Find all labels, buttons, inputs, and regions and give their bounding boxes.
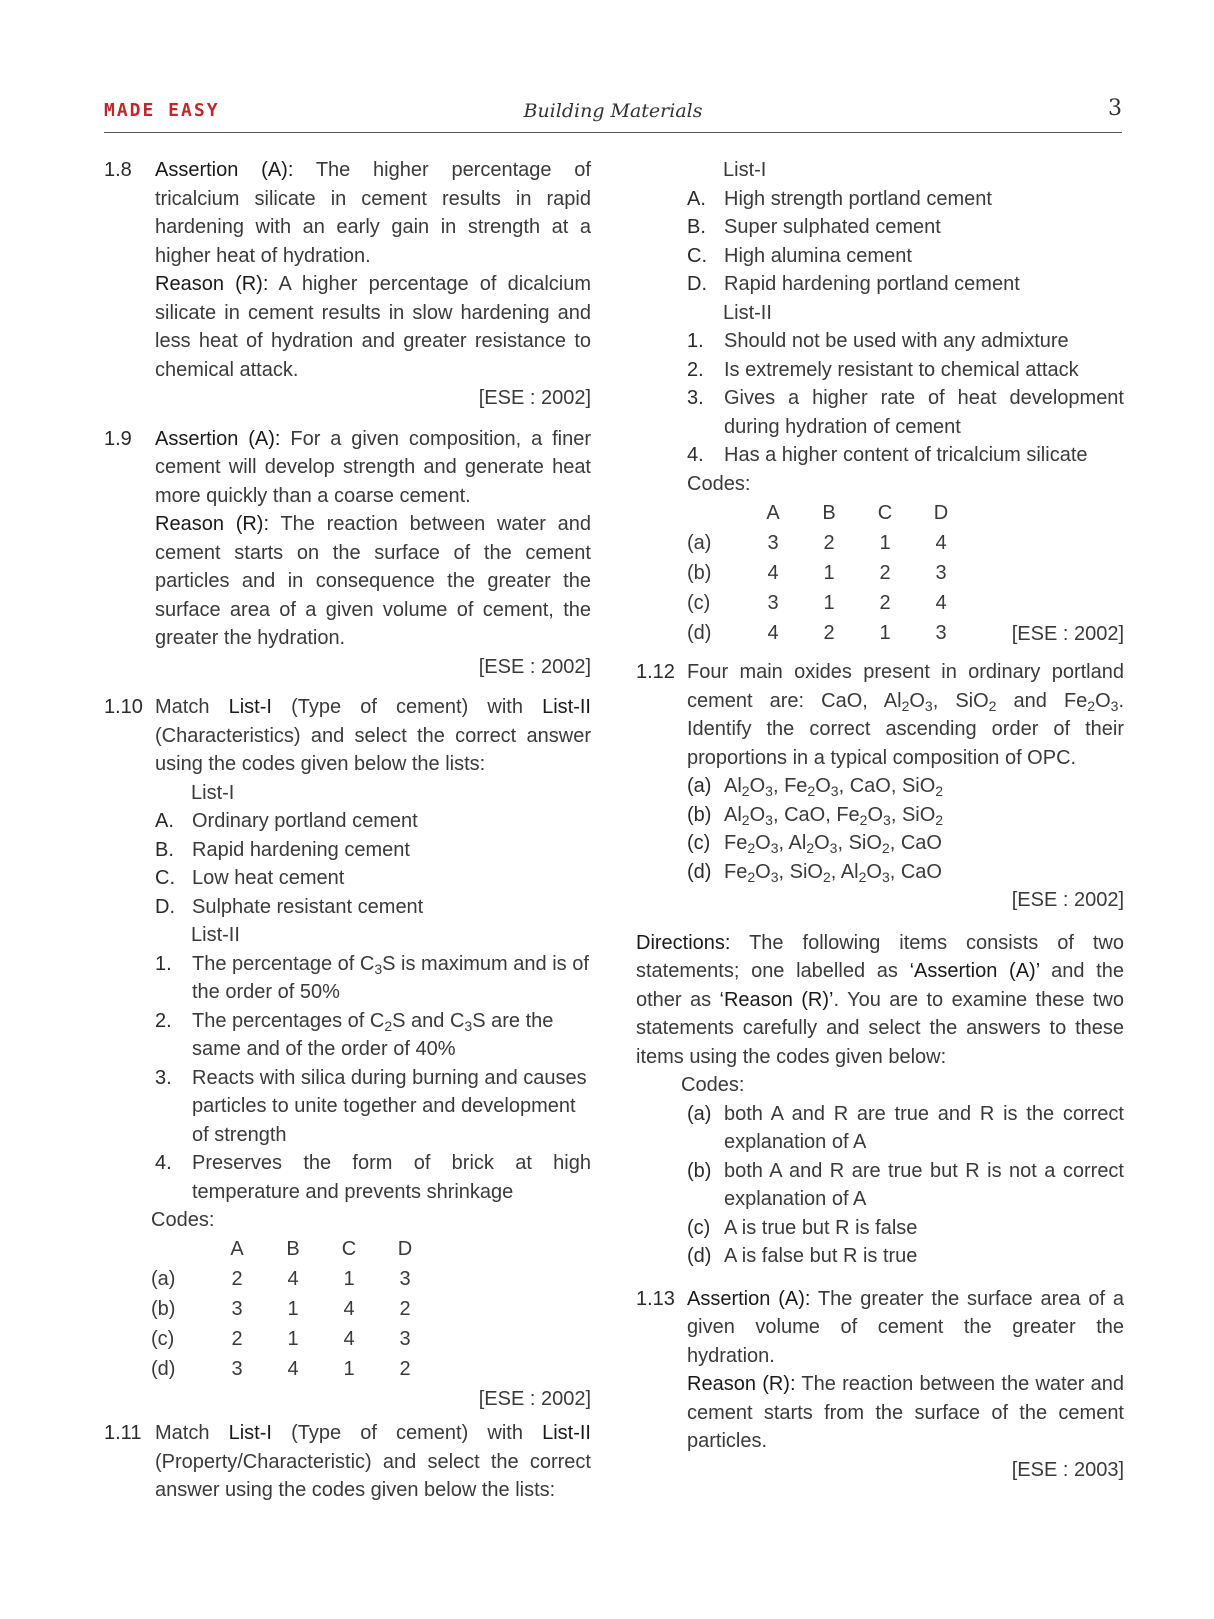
- list-item: C. High alumina cement: [687, 244, 912, 267]
- list-i-title: List-I: [191, 781, 235, 804]
- question-stem: Match List-I (Type of cement) with List-II (Characteristics) and select the correct answer using the codes given below the lists:: [155, 696, 591, 775]
- list-item: B. Rapid hardening cement: [155, 838, 410, 861]
- code-option: (a) both A and R are true and R is the correct explanation of A: [687, 1102, 1124, 1153]
- list-item: A. High strength portland cement: [687, 187, 992, 210]
- exam-source: [ESE : 2002]: [478, 655, 591, 678]
- assertion: [687, 1285, 1124, 1371]
- question-1-9: [104, 425, 591, 682]
- option-b: (b) $Al_2O_3$, CaO, $Fe_2O_3$, SiO$_2$: [687, 803, 944, 828]
- question-1-11-lists: [636, 156, 1124, 648]
- reason-label: Reason (R):: [155, 513, 270, 535]
- list-ii-title: List-II: [191, 924, 240, 946]
- codes-row: (c) 3 1 2 4: [687, 591, 947, 614]
- codes-row: (d) 3 4 1 2: [151, 1358, 411, 1381]
- assertion-label: Assertion (A):: [687, 1287, 811, 1310]
- right-column: [636, 156, 1124, 1496]
- option-d: (d) $Fe_2O_3$, SiO$_2$, $Al_2O_3$, CaO: [687, 860, 942, 885]
- assertion: [155, 425, 591, 511]
- codes-header-row: A B C D: [766, 501, 949, 524]
- codes-row: (b) 4 1 2 3: [687, 561, 947, 584]
- question-1-13: [636, 1285, 1124, 1485]
- code-option: (c) A is true but R is false: [687, 1216, 918, 1239]
- codes-header-row: A B C D: [230, 1238, 413, 1261]
- codes-table: [687, 498, 969, 648]
- list-item: 2. Is extremely resistant to chemical attack: [687, 358, 1079, 381]
- list-item: C. Low heat cement: [155, 867, 345, 889]
- list-item: D. Sulphate resistant cement: [155, 895, 424, 918]
- question-number: 1.11: [104, 1422, 142, 1444]
- list-item: D. Rapid hardening portland cement: [687, 273, 1020, 295]
- list-item: B. Super sulphated cement: [687, 216, 941, 238]
- running-title: Building Materials: [523, 100, 703, 122]
- reason-label: Reason (R):: [155, 273, 269, 295]
- question-number: 1.8: [104, 159, 132, 181]
- exam-source: [ESE : 2002]: [478, 387, 591, 409]
- list-item: 3. Reacts with silica during burning and causes particles to unite together and development of strength: [155, 1066, 587, 1146]
- question-1-10: [104, 693, 591, 1413]
- option-a: (a) $Al_2O_3$, $Fe_2O_3$, CaO, SiO$_2$: [687, 775, 944, 799]
- reason-text: The reaction between water and cement starts on the surface of the cement particles and in consequence the greater the surface area of a given volume of cement, the greater the hydration.: [155, 513, 592, 649]
- codes-label: Codes:: [151, 1209, 215, 1231]
- assertion-label: Assertion (A):: [155, 427, 281, 450]
- codes-row: (b) 3 1 4 2: [151, 1298, 411, 1321]
- assertion: [155, 156, 591, 270]
- question-1-11: [104, 1419, 591, 1505]
- assertion-text: The greater the surface area of a given volume of cement the greater the hydration.: [687, 1287, 1124, 1367]
- page-number: 3: [1108, 96, 1122, 121]
- list-item: 3. Gives a higher rate of heat development during hydration of cement: [687, 387, 1124, 438]
- assertion-label: Assertion (A):: [155, 159, 294, 181]
- list-item: 2. The percentages of $C_2S$ and $C_3S$ are the same and of the order of 40%: [155, 1009, 554, 1060]
- question-1-8: [104, 156, 591, 413]
- codes-label: Codes:: [687, 472, 751, 495]
- question-number: 1.13: [636, 1287, 675, 1310]
- brand-logo: MADE EASY: [104, 100, 220, 121]
- list-item: 1. Should not be used with any admixture: [687, 330, 1069, 352]
- list-i-title: List-I: [723, 159, 767, 181]
- reason: [155, 270, 591, 384]
- codes-row: (a) 3 2 1 4: [687, 531, 947, 554]
- exam-source: [ESE : 2002]: [1011, 889, 1124, 911]
- question-number: 1.9: [104, 427, 132, 450]
- code-option: (d) A is false but R is true: [687, 1245, 918, 1267]
- question-stem: Four main oxides present in ordinary portland cement are: CaO, $Al_2O_3$, SiO$_2$ and $Fe_2O_3$. Identify the correct ascending order of their proportions in a typical composition of OPC.: [687, 661, 1124, 769]
- codes-label: Codes:: [681, 1074, 745, 1096]
- question-number: 1.10: [104, 696, 143, 718]
- list-item: A. Ordinary portland cement: [155, 810, 418, 832]
- list-item: 4. Preserves the form of brick at high temperature and prevents shrinkage: [155, 1152, 591, 1203]
- assertion-text: For a given composition, a finer cement will develop strength and generate heat more quickly than a coarse cement.: [155, 427, 591, 507]
- codes-row: (c) 2 1 4 3: [151, 1328, 411, 1351]
- assertion-text: The higher percentage of tricalcium silicate in cement results in rapid hardening with an early gain in strength at a higher heat of hydration.: [155, 159, 591, 267]
- reason-text: The reaction between the water and cement starts from the surface of the cement particles.: [687, 1373, 1125, 1452]
- exam-source: [ESE : 2002]: [478, 1387, 591, 1410]
- reason: [155, 510, 591, 653]
- list-ii-title: List-II: [723, 301, 772, 324]
- codes-table: [151, 1235, 433, 1385]
- directions: [636, 929, 1124, 1271]
- codes-row: (d) 4 2 1 3: [687, 621, 947, 644]
- exam-source: [ESE : 2002]: [1011, 622, 1124, 645]
- code-option: (b) both A and R are true but R is not a correct explanation of A: [687, 1159, 1124, 1210]
- exam-source: [ESE : 2003]: [1011, 1458, 1124, 1481]
- reason: [687, 1370, 1124, 1456]
- question-number: 1.12: [636, 661, 675, 683]
- reason-text: A higher percentage of dicalcium silicate in cement results in slow hardening and less heat of hydration and greater resistance to chemical attack.: [155, 273, 591, 381]
- option-c: (c) $Fe_2O_3$, $Al_2O_3$, SiO$_2$, CaO: [687, 832, 942, 856]
- page-header: [104, 92, 1122, 133]
- question-stem: Match List-I (Type of cement) with List-II (Property/Characteristic) and select the correct answer using the codes given below the lists:: [155, 1422, 591, 1501]
- list-item: 1. The percentage of $C_3S$ is maximum and is of the order of 50%: [155, 952, 589, 1003]
- list-item: 4. Has a higher content of tricalcium silicate: [687, 444, 1088, 466]
- left-column: [104, 156, 591, 1517]
- reason-label: Reason (R):: [687, 1373, 796, 1395]
- question-1-12: [636, 658, 1124, 915]
- directions-text: Directions: The following items consists of two statements; one labelled as ‘Assertion (A)’ and the other as ‘Reason (R)’. You are to examine these two statements carefully and select the answers to these items using the codes given below:: [636, 931, 1124, 1068]
- codes-row: (a) 2 4 1 3: [151, 1268, 411, 1291]
